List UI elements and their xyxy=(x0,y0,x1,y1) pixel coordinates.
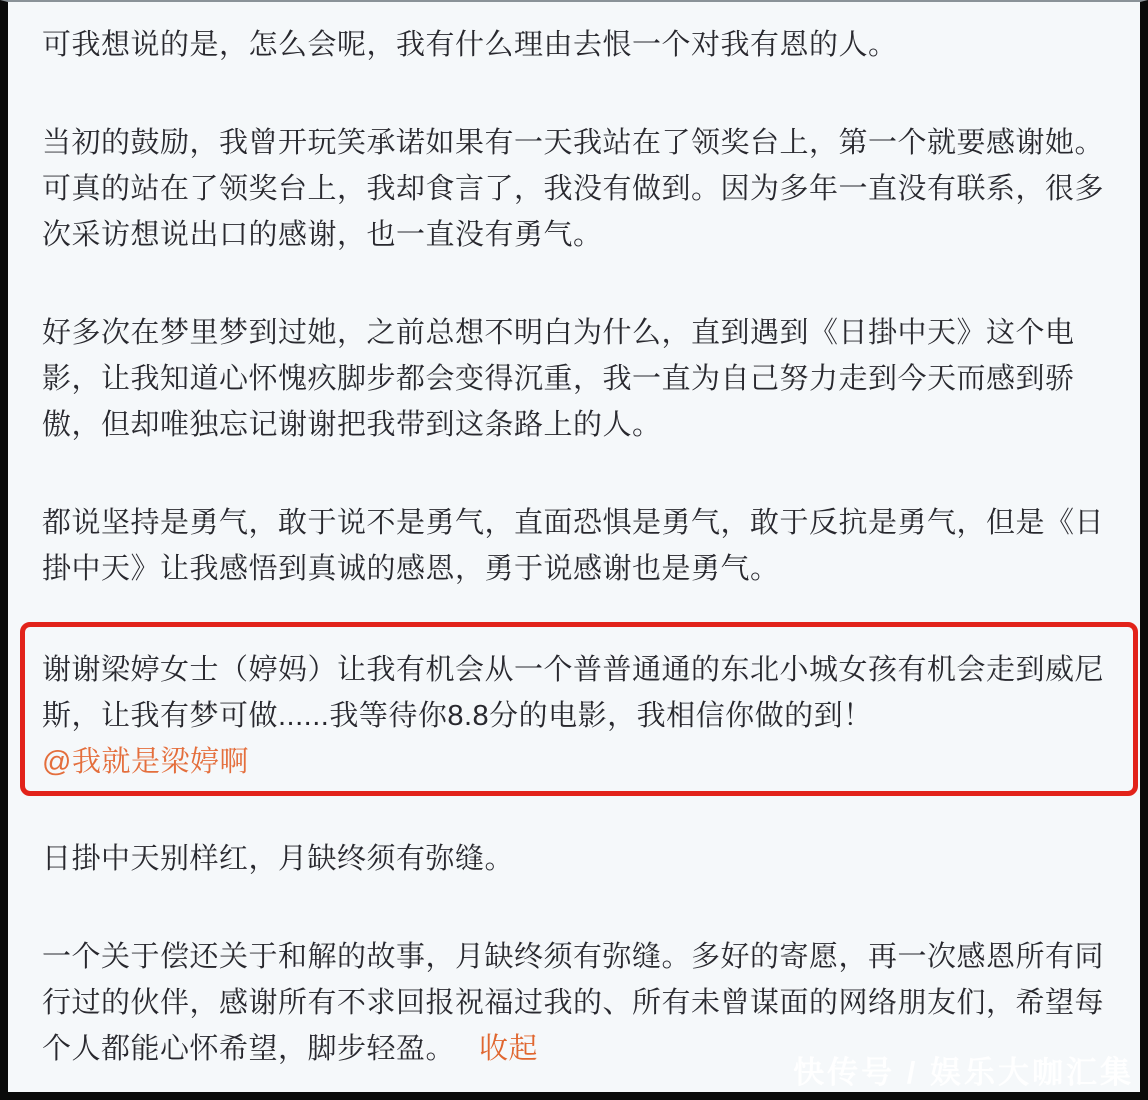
paragraph-2 xyxy=(42,120,1116,258)
paragraph-line: 次采访想说出口的感谢，也一直没有勇气。 xyxy=(42,219,603,251)
paragraph-line: 好多次在梦里梦到过她，之前总想不明白为什么，直到遇到《日掛中天》这个电 xyxy=(42,317,1075,349)
paragraph-line: 掛中天》让我感悟到真诚的感恩，勇于说感谢也是勇气。 xyxy=(42,553,780,585)
paragraph-line: 可我想说的是，怎么会呢，我有什么理由去恨一个对我有恩的人。 xyxy=(42,29,898,61)
mention-link[interactable]: @我就是梁婷啊 xyxy=(42,746,249,778)
paragraph-line: 一个关于偿还关于和解的故事，月缺终须有弥缝。多好的寄愿，再一次感恩所有同 xyxy=(42,941,1105,973)
paragraph-line: 都说坚持是勇气，敢于说不是勇气，直面恐惧是勇气，敢于反抗是勇气，但是《日 xyxy=(42,507,1105,539)
paragraph-1 xyxy=(42,22,1116,68)
watermark: 快传号 / 娱乐大咖汇集 xyxy=(793,1055,1134,1090)
paragraph-last-line xyxy=(42,1026,1116,1072)
paragraph-5 xyxy=(42,836,1116,882)
highlighted-quote-box xyxy=(20,622,1138,796)
paragraph-line: 可真的站在了领奖台上，我却食言了，我没有做到。因为多年一直没有联系，很多 xyxy=(42,173,1105,205)
paragraph-line: 傲，但却唯独忘记谢谢把我带到这条路上的人。 xyxy=(42,409,662,441)
collapse-link[interactable]: 收起 xyxy=(479,1033,539,1065)
quote-line: 斯，让我有梦可做......我等待你8.8分的电影，我相信你做的到！ xyxy=(42,700,873,732)
paragraph-line: 行过的伙伴，感谢所有不求回报祝福过我的、所有未曾谋面的网络朋友们，希望每 xyxy=(42,987,1105,1019)
paragraph-line: 影，让我知道心怀愧疚脚步都会变得沉重，我一直为自己努力走到今天而感到骄 xyxy=(42,363,1075,395)
paragraph-6 xyxy=(42,934,1116,1072)
paragraph-4 xyxy=(42,500,1116,592)
paragraph-3 xyxy=(42,310,1116,448)
paragraph-line: 日掛中天别样红，月缺终须有弥缝。 xyxy=(42,843,515,875)
post-content xyxy=(8,2,1140,1092)
paragraph-line-text: 个人都能心怀希望，脚步轻盈。 xyxy=(42,1033,456,1065)
paragraph-line: 当初的鼓励，我曾开玩笑承诺如果有一天我站在了领奖台上，第一个就要感谢她。 xyxy=(42,127,1105,159)
quote-line: 谢谢梁婷女士（婷妈）让我有机会从一个普普通通的东北小城女孩有机会走到威尼 xyxy=(42,654,1105,686)
